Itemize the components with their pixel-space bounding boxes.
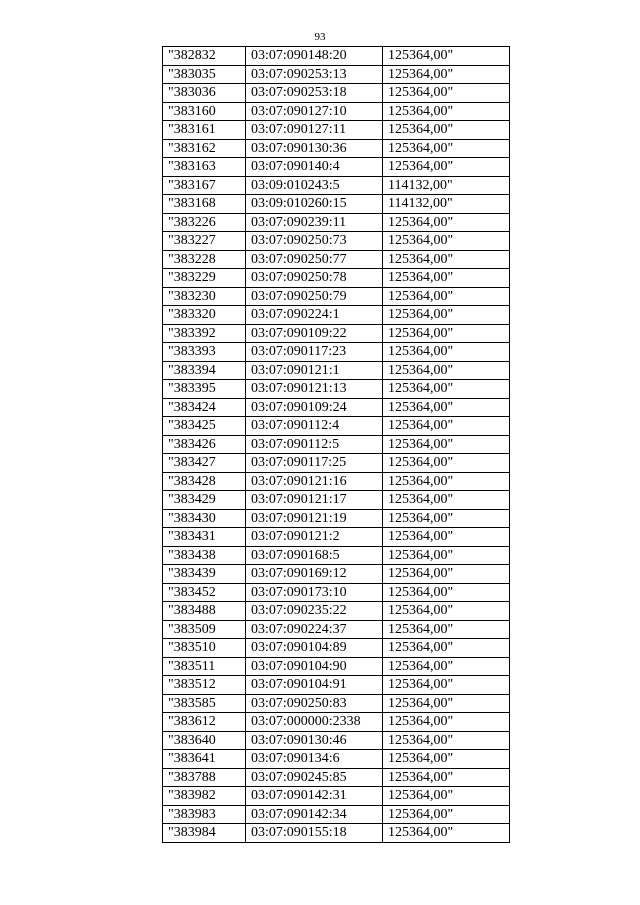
cadastral-number-cell: 03:07:090109:22 — [246, 324, 383, 343]
amount-cell: 125364,00" — [383, 805, 510, 824]
cadastral-number-cell: 03:07:090121:19 — [246, 509, 383, 528]
record-number-cell: "383439 — [163, 565, 246, 584]
table-row — [163, 435, 510, 454]
record-number-cell: "383228 — [163, 250, 246, 269]
table-body — [163, 47, 510, 843]
amount-cell: 125364,00" — [383, 620, 510, 639]
table-row — [163, 287, 510, 306]
table-row — [163, 750, 510, 769]
record-number-cell: "383394 — [163, 361, 246, 380]
table-row — [163, 620, 510, 639]
amount-cell: 125364,00" — [383, 768, 510, 787]
record-number-cell: "383395 — [163, 380, 246, 399]
amount-cell: 114132,00" — [383, 195, 510, 214]
amount-cell: 125364,00" — [383, 343, 510, 362]
amount-cell: 125364,00" — [383, 565, 510, 584]
cadastral-number-cell: 03:07:090169:12 — [246, 565, 383, 584]
amount-cell: 125364,00" — [383, 824, 510, 843]
table-row — [163, 232, 510, 251]
amount-cell: 125364,00" — [383, 639, 510, 658]
table-row — [163, 676, 510, 695]
cadastral-number-cell: 03:07:090121:2 — [246, 528, 383, 547]
amount-cell: 125364,00" — [383, 84, 510, 103]
table-row — [163, 546, 510, 565]
table-row — [163, 84, 510, 103]
cadastral-number-cell: 03:07:090104:89 — [246, 639, 383, 658]
table-row — [163, 47, 510, 66]
record-number-cell: "383511 — [163, 657, 246, 676]
cadastral-number-cell: 03:07:090121:17 — [246, 491, 383, 510]
amount-cell: 125364,00" — [383, 509, 510, 528]
table-row — [163, 343, 510, 362]
cadastral-number-cell: 03:07:090127:10 — [246, 102, 383, 121]
amount-cell: 114132,00" — [383, 176, 510, 195]
cadastral-number-cell: 03:07:090121:13 — [246, 380, 383, 399]
amount-cell: 125364,00" — [383, 787, 510, 806]
record-number-cell: "383167 — [163, 176, 246, 195]
record-number-cell: "383226 — [163, 213, 246, 232]
cadastral-number-cell: 03:09:010260:15 — [246, 195, 383, 214]
cadastral-number-cell: 03:07:090148:20 — [246, 47, 383, 66]
table-row — [163, 158, 510, 177]
table-row — [163, 121, 510, 140]
table-row — [163, 176, 510, 195]
record-number-cell: "383424 — [163, 398, 246, 417]
amount-cell: 125364,00" — [383, 491, 510, 510]
record-number-cell: "383227 — [163, 232, 246, 251]
table-row — [163, 657, 510, 676]
cadastral-number-cell: 03:07:090142:34 — [246, 805, 383, 824]
record-number-cell: "383510 — [163, 639, 246, 658]
table-row — [163, 250, 510, 269]
cadastral-number-cell: 03:07:090253:18 — [246, 84, 383, 103]
amount-cell: 125364,00" — [383, 324, 510, 343]
cadastral-number-cell: 03:07:090104:90 — [246, 657, 383, 676]
record-number-cell: "383230 — [163, 287, 246, 306]
record-number-cell: "383428 — [163, 472, 246, 491]
cadastral-number-cell: 03:07:090245:85 — [246, 768, 383, 787]
record-number-cell: "383229 — [163, 269, 246, 288]
amount-cell: 125364,00" — [383, 528, 510, 547]
cadastral-number-cell: 03:07:090112:4 — [246, 417, 383, 436]
amount-cell: 125364,00" — [383, 361, 510, 380]
cadastral-number-cell: 03:07:090173:10 — [246, 583, 383, 602]
table-row — [163, 454, 510, 473]
record-number-cell: "383162 — [163, 139, 246, 158]
table-row — [163, 380, 510, 399]
amount-cell: 125364,00" — [383, 750, 510, 769]
cadastral-number-cell: 03:07:090224:1 — [246, 306, 383, 325]
cadastral-number-cell: 03:07:090140:4 — [246, 158, 383, 177]
cadastral-number-cell: 03:07:090250:73 — [246, 232, 383, 251]
amount-cell: 125364,00" — [383, 435, 510, 454]
amount-cell: 125364,00" — [383, 454, 510, 473]
cadastral-number-cell: 03:09:010243:5 — [246, 176, 383, 195]
record-number-cell: "383438 — [163, 546, 246, 565]
table-row — [163, 805, 510, 824]
page-number: 93 — [314, 31, 326, 43]
record-number-cell: "383425 — [163, 417, 246, 436]
cadastral-number-cell: 03:07:090224:37 — [246, 620, 383, 639]
record-number-cell: "383612 — [163, 713, 246, 732]
cadastral-number-cell: 03:07:090239:11 — [246, 213, 383, 232]
table-row — [163, 361, 510, 380]
table-row — [163, 398, 510, 417]
cadastral-number-cell: 03:07:090121:1 — [246, 361, 383, 380]
amount-cell: 125364,00" — [383, 602, 510, 621]
amount-cell: 125364,00" — [383, 213, 510, 232]
record-number-cell: "382832 — [163, 47, 246, 66]
cadastral-number-cell: 03:07:090104:91 — [246, 676, 383, 695]
table-row — [163, 269, 510, 288]
cadastral-number-cell: 03:07:090130:46 — [246, 731, 383, 750]
amount-cell: 125364,00" — [383, 65, 510, 84]
amount-cell: 125364,00" — [383, 102, 510, 121]
record-number-cell: "383488 — [163, 602, 246, 621]
cadastral-number-cell: 03:07:090253:13 — [246, 65, 383, 84]
table-row — [163, 195, 510, 214]
table-row — [163, 306, 510, 325]
cadastral-number-cell: 03:07:090250:83 — [246, 694, 383, 713]
table-row — [163, 824, 510, 843]
table-row — [163, 528, 510, 547]
record-number-cell: "383036 — [163, 84, 246, 103]
record-number-cell: "383427 — [163, 454, 246, 473]
amount-cell: 125364,00" — [383, 417, 510, 436]
cadastral-number-cell: 03:07:090250:77 — [246, 250, 383, 269]
table-row — [163, 713, 510, 732]
record-number-cell: "383982 — [163, 787, 246, 806]
record-number-cell: "383983 — [163, 805, 246, 824]
record-number-cell: "383393 — [163, 343, 246, 362]
cadastral-number-cell: 03:07:090117:25 — [246, 454, 383, 473]
amount-cell: 125364,00" — [383, 694, 510, 713]
data-table — [162, 46, 510, 843]
record-number-cell: "383452 — [163, 583, 246, 602]
table-row — [163, 102, 510, 121]
amount-cell: 125364,00" — [383, 380, 510, 399]
record-number-cell: "383429 — [163, 491, 246, 510]
record-number-cell: "383160 — [163, 102, 246, 121]
cadastral-number-cell: 03:07:090112:5 — [246, 435, 383, 454]
cadastral-number-cell: 03:07:090142:31 — [246, 787, 383, 806]
record-number-cell: "383168 — [163, 195, 246, 214]
cadastral-number-cell: 03:07:090250:78 — [246, 269, 383, 288]
table-row — [163, 602, 510, 621]
record-number-cell: "383788 — [163, 768, 246, 787]
amount-cell: 125364,00" — [383, 139, 510, 158]
amount-cell: 125364,00" — [383, 287, 510, 306]
table-row — [163, 583, 510, 602]
amount-cell: 125364,00" — [383, 250, 510, 269]
cadastral-number-cell: 03:07:090134:6 — [246, 750, 383, 769]
amount-cell: 125364,00" — [383, 472, 510, 491]
table-row — [163, 324, 510, 343]
amount-cell: 125364,00" — [383, 676, 510, 695]
amount-cell: 125364,00" — [383, 158, 510, 177]
record-number-cell: "383431 — [163, 528, 246, 547]
amount-cell: 125364,00" — [383, 657, 510, 676]
amount-cell: 125364,00" — [383, 269, 510, 288]
record-number-cell: "383430 — [163, 509, 246, 528]
table-row — [163, 694, 510, 713]
amount-cell: 125364,00" — [383, 306, 510, 325]
record-number-cell: "383640 — [163, 731, 246, 750]
table-row — [163, 731, 510, 750]
amount-cell: 125364,00" — [383, 713, 510, 732]
record-number-cell: "383984 — [163, 824, 246, 843]
cadastral-number-cell: 03:07:090121:16 — [246, 472, 383, 491]
record-number-cell: "383320 — [163, 306, 246, 325]
cadastral-number-cell: 03:07:000000:2338 — [246, 713, 383, 732]
table-row — [163, 639, 510, 658]
record-number-cell: "383509 — [163, 620, 246, 639]
record-number-cell: "383163 — [163, 158, 246, 177]
amount-cell: 125364,00" — [383, 121, 510, 140]
table-row — [163, 491, 510, 510]
record-number-cell: "383641 — [163, 750, 246, 769]
table-row — [163, 472, 510, 491]
cadastral-number-cell: 03:07:090155:18 — [246, 824, 383, 843]
record-number-cell: "383035 — [163, 65, 246, 84]
amount-cell: 125364,00" — [383, 731, 510, 750]
record-number-cell: "383426 — [163, 435, 246, 454]
table-row — [163, 787, 510, 806]
table-row — [163, 213, 510, 232]
table-row — [163, 768, 510, 787]
amount-cell: 125364,00" — [383, 398, 510, 417]
record-number-cell: "383512 — [163, 676, 246, 695]
table-row — [163, 65, 510, 84]
cadastral-number-cell: 03:07:090250:79 — [246, 287, 383, 306]
amount-cell: 125364,00" — [383, 546, 510, 565]
cadastral-number-cell: 03:07:090109:24 — [246, 398, 383, 417]
table-row — [163, 417, 510, 436]
record-number-cell: "383392 — [163, 324, 246, 343]
record-number-cell: "383161 — [163, 121, 246, 140]
amount-cell: 125364,00" — [383, 47, 510, 66]
cadastral-number-cell: 03:07:090168:5 — [246, 546, 383, 565]
record-number-cell: "383585 — [163, 694, 246, 713]
table-row — [163, 565, 510, 584]
amount-cell: 125364,00" — [383, 232, 510, 251]
cadastral-number-cell: 03:07:090130:36 — [246, 139, 383, 158]
amount-cell: 125364,00" — [383, 583, 510, 602]
cadastral-number-cell: 03:07:090127:11 — [246, 121, 383, 140]
cadastral-number-cell: 03:07:090117:23 — [246, 343, 383, 362]
table-row — [163, 139, 510, 158]
cadastral-number-cell: 03:07:090235:22 — [246, 602, 383, 621]
table-row — [163, 509, 510, 528]
